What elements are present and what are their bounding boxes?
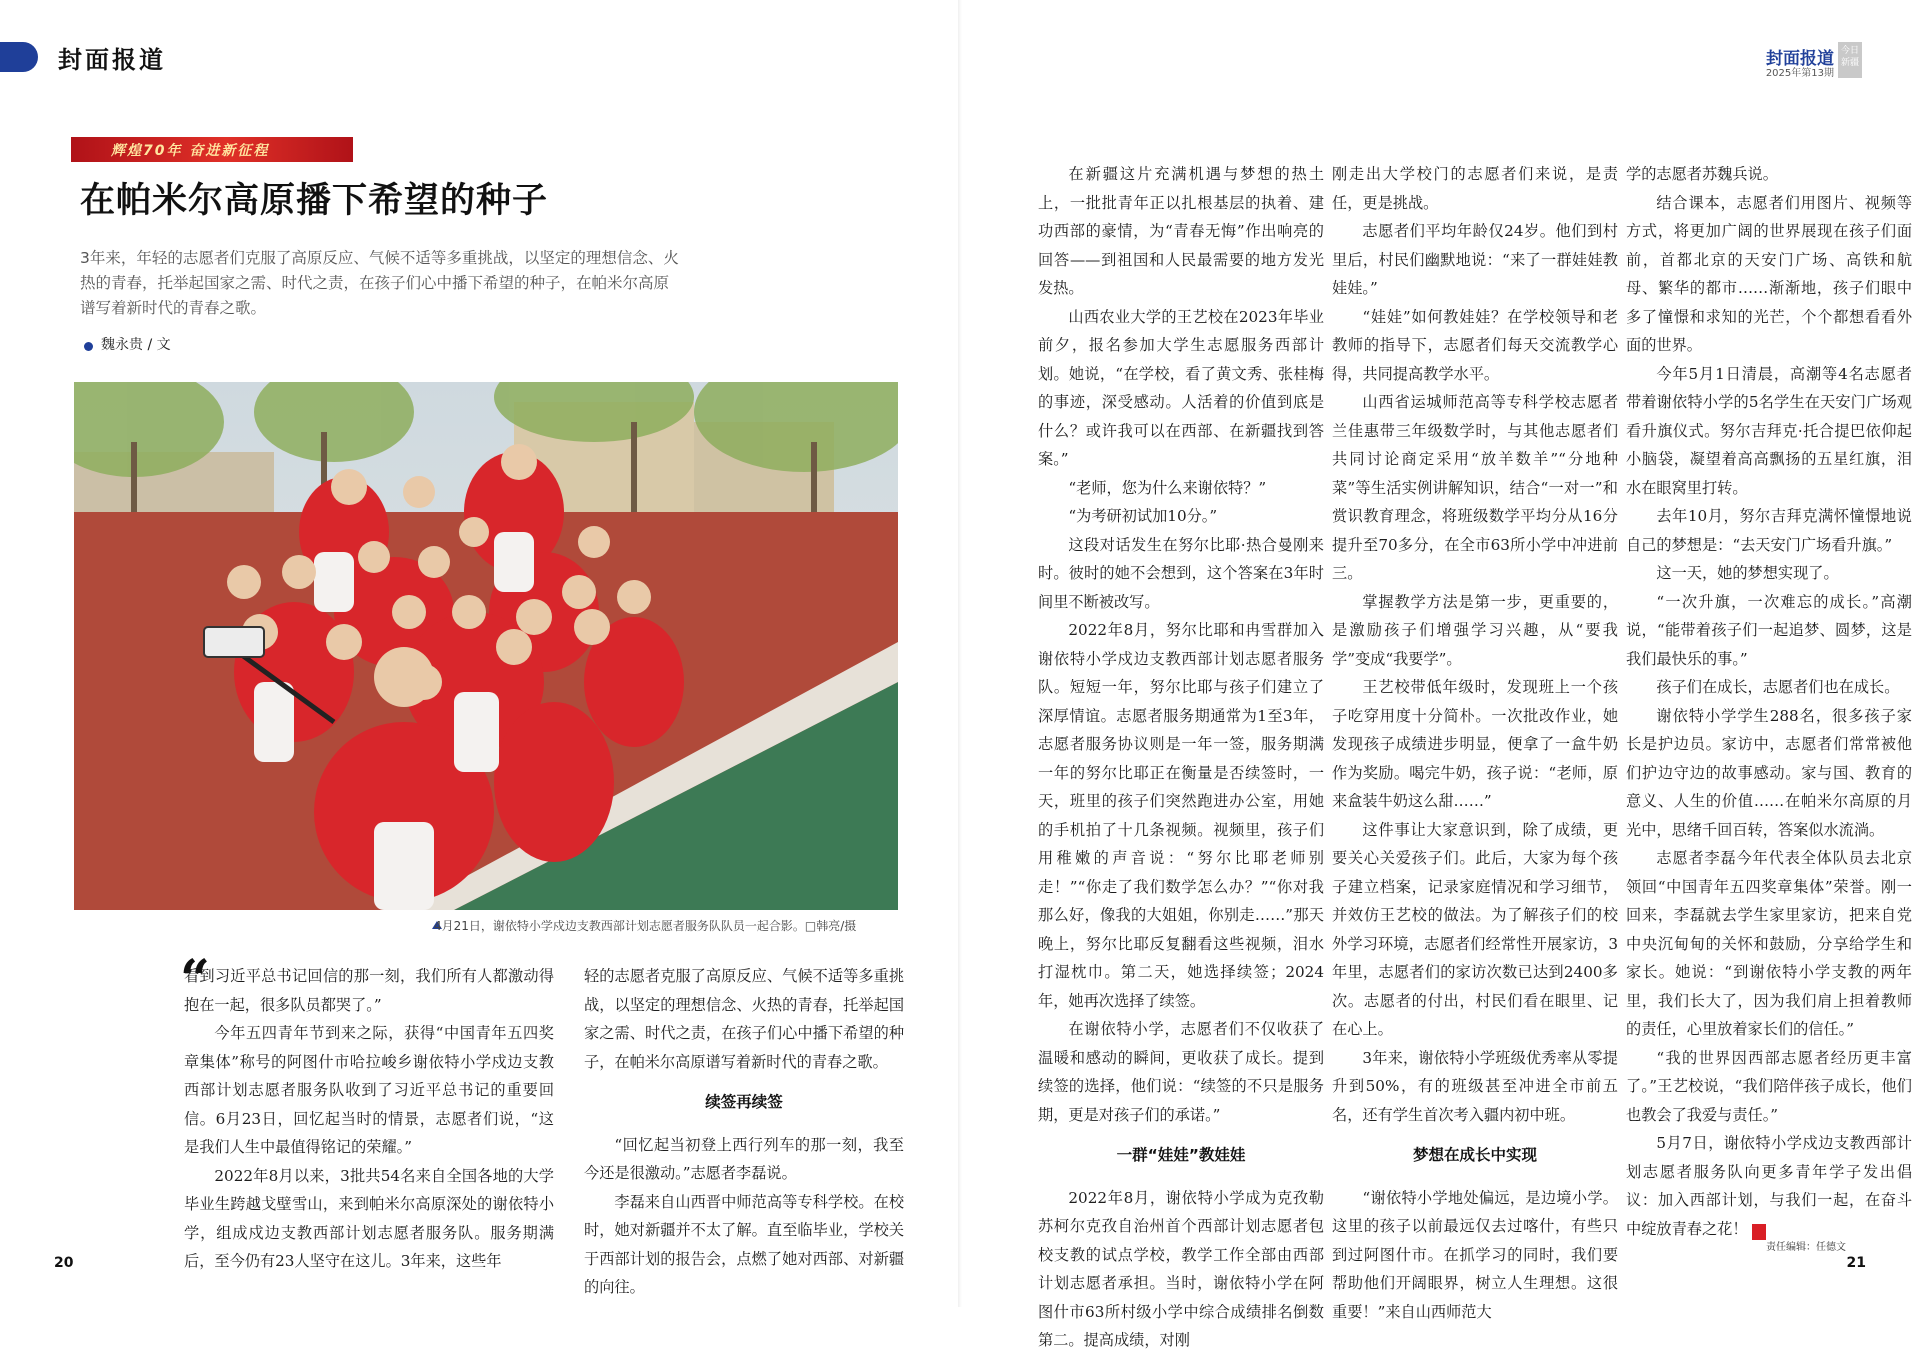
article-column-1 [184, 962, 554, 1276]
paragraph: 今年5月1日清晨，高潮等4名志愿者带着谢依特小学的5名学生在天安门广场观看升旗仪式。努尔吉拜克·托合提巴依仰起小脑袋，凝望着高高飘扬的五星红旗，泪水在眼窝里打转。 [1626, 364, 1912, 497]
paragraph: 看到习近平总书记回信的那一刻，我们所有人都激动得抱在一起，很多队员都哭了。” [184, 967, 554, 1014]
paragraph: 去年10月，努尔吉拜克满怀憧憬地说自己的梦想是：“去天安门广场看升旗。” [1626, 507, 1912, 554]
paragraph: 谢依特小学学生288名，很多孩子家长是护边员。家访中，志愿者们常常被他们护边守边的故事感动。家与国、教育的意义、人生的价值……在帕米尔高原的月光中，思绪千回百转，答案似水流淌。 [1626, 706, 1912, 839]
paragraph: 王艺校带低年级时，发现班上一个孩子吃穿用度十分简朴。一次批改作业，她发现孩子成绩进步明显，便拿了一盒牛奶作为奖励。喝完牛奶，孩子说：“老师，原来盒装牛奶这么甜……” [1332, 678, 1618, 810]
paragraph: “娃娃”如何教娃娃？在学校领导和老教师的指导下，志愿者们每天交流教学心得，共同提高教学水平。 [1332, 307, 1618, 383]
paragraph: 这件事让大家意识到，除了成绩，更要关心关爱孩子们。此后，大家为每个孩子建立档案，记录家庭情况和学习细节，并效仿王艺校的做法。为了解孩子们的校外学习环境，志愿者们经常性开展家访，3年里，志愿者们的家访次数已达到2400多次。志愿者的付出，村民们看在眼里、记在心上。 [1332, 820, 1618, 1038]
paragraph: 5月7日，谢依特小学戍边支教西部计划志愿者服务队向更多青年学子发出倡议：加入西部计划，与我们一起，在奋斗中绽放青春之花！ J [1626, 1134, 1912, 1239]
column-2-text-b [584, 1131, 904, 1302]
paragraph: 在谢依特小学，志愿者们不仅收获了温暖和感动的瞬间，更收获了成长。提到续签的选择，他们说：“续签的不只是服务期，更是对孩子们的承诺。” [1038, 1020, 1324, 1124]
paragraph: “回忆起当初登上西行列车的那一刻，我至今还是很激动。”志愿者李磊说。 [584, 1135, 904, 1182]
paragraph: 志愿者们平均年龄仅24岁。他们到村里后，村民们幽默地说：“来了一群娃娃教娃娃。” [1332, 222, 1618, 297]
section-tab-marker [0, 42, 38, 72]
paragraph: 3年来，谢依特小学班级优秀率从零提升到50%，有的班级甚至冲进全市前五名，还有学生首次考入疆内初中班。 [1332, 1048, 1618, 1124]
paragraph: 学的志愿者苏魏兵说。 [1626, 165, 1778, 183]
paragraph: 轻的志愿者克服了高原反应、气候不适等多重挑战，以坚定的理想信念、火热的青春，托举起国家之需、时代之责，在孩子们心中播下希望的种子，在帕米尔高原谱写着新时代的青春之歌。 [584, 967, 904, 1071]
article-lead: 3年来，年轻的志愿者们克服了高原反应、气候不适等多重挑战，以坚定的理想信念、火热的青春，托举起国家之需、时代之责，在孩子们心中播下希望的种子，在帕米尔高原谱写着新时代的青春之歌。 [80, 249, 679, 317]
paragraph: 山西省运城师范高等专科学校志愿者兰佳惠带三年级数学时，与其他志愿者们共同讨论商定采用“放羊数羊”“分地种菜”等生活实例讲解知识，结合“一对一”和赏识教育理念，将班级数学平均分从16分提升至70多分，在全市63所小学中冲进前三。 [1332, 393, 1618, 582]
paragraph: 2022年8月，努尔比耶和冉雪群加入谢依特小学戍边支教西部计划志愿者服务队。短短一年，努尔比耶与孩子们建立了深厚情谊。志愿者服务期通常为1至3年，志愿者服务协议则是一年一签，服务期满一年的努尔比耶正在衡量是否续签时，一天，班里的孩子们突然跑进办公室，用她的手机拍了十几条视频。视频里，孩子们用稚嫩的声音说：“努尔比耶老师别走！”“你走了我们数学怎么办？”“你对我那么好，像我的大姐姐，你别走……”那天晚上，努尔比耶反复翻看这些视频，泪水打湿枕巾。第二天，她选择续签；2024年，她再次选择了续签。 [1038, 621, 1324, 1010]
paragraph: 孩子们在成长，志愿者们也在成长。 [1656, 678, 1900, 696]
left-page [0, 0, 960, 1307]
paragraph: 掌握教学方法是第一步，更重要的，是激励孩子们增强学习兴趣，从“要我学”变成“我要学”。 [1332, 592, 1618, 668]
quote-mark-icon: “ [180, 949, 210, 1010]
article-column-3 [1038, 160, 1324, 1355]
paragraph: “一次升旗，一次难忘的成长。”高潮说，“能带着孩子们一起追梦、圆梦，这是我们最快乐的事。” [1626, 592, 1912, 668]
paragraph: 这段对话发生在努尔比耶·热合曼刚来时。彼时的她不会想到，这个答案在3年时间里不断被改写。 [1038, 535, 1324, 611]
paragraph: 2022年8月以来，3批共54名来自全国各地的大学毕业生跨越戈壁雪山，来到帕米尔高原深处的谢依特小学，组成戍边支教西部计划志愿者服务队。服务期满后，至今仍有23人坚守在这儿。3年来，这些年 [184, 1166, 554, 1270]
issue-number: 2025年第13期 [1765, 68, 1834, 79]
group-photo [74, 382, 898, 910]
paragraph: 2022年8月，谢依特小学成为克孜勒苏柯尔克孜自治州首个西部计划志愿者包校支教的试点学校，教学工作全部由西部计划志愿者承担。当时，谢依特小学在阿图什市63所村级小学中综合成绩排名倒数第二。提高成绩，对刚 [1038, 1188, 1324, 1349]
banner-text: 辉煌70年 奋进新征程 [111, 143, 270, 159]
page-number-right: 21 [1846, 1255, 1866, 1271]
article-column-4 [1332, 160, 1618, 1326]
subheading-renewal: 续签再续签 [705, 1093, 783, 1111]
article-column-2 [584, 962, 904, 1302]
paragraph: 结合课本，志愿者们用图片、视频等方式，将更加广阔的世界展现在孩子们面前，首都北京的天安门广场、高铁和航母、繁华的都市……渐渐地，孩子们眼中多了憧憬和求知的光芒，个个都想看看外面的世界。 [1626, 193, 1912, 354]
paragraph: 志愿者李磊今年代表全体队员去北京领回“中国青年五四奖章集体”荣誉。刚一回来，李磊就去学生家里家访，把来自党中央沉甸甸的关怀和鼓励，分享给学生和家长。她说：“到谢依特小学支教的两年里，我们长大了，因为我们肩上担着教师的责任，心里放着家长们的信任。” [1626, 849, 1912, 1038]
section-title-left: 封面报道 [58, 46, 166, 74]
article-column-5 [1626, 160, 1912, 1243]
paragraph: 这一天，她的梦想实现了。 [1656, 564, 1839, 582]
paragraph: 今年五四青年节到来之际，获得“中国青年五四奖章集体”称号的阿图什市哈拉峻乡谢依特小学戍边支教西部计划志愿者服务队收到了习近平总书记的重要回信。6月23日，回忆起当时的情景，志愿者们说，“这是我们人生中最值得铭记的荣耀。” [184, 1024, 554, 1156]
right-page [960, 0, 1920, 1349]
responsible-editor: 责任编辑：任德文 [1766, 1242, 1846, 1253]
page-spine [958, 0, 962, 1307]
end-mark-icon: J [1752, 1224, 1766, 1240]
magazine-logo: 今日新疆 [1838, 42, 1862, 78]
author-bullet-icon [84, 342, 93, 351]
paragraph: 在新疆这片充满机遇与梦想的热土上，一批批青年正以扎根基层的执着、建功西部的豪情，为“青春无悔”作出响亮的回答——到祖国和人民最需要的地方发光发热。 [1038, 165, 1324, 297]
subheading-kids-teach-kids: 一群“娃娃”教娃娃 [1116, 1146, 1246, 1164]
paragraph: 李磊来自山西晋中师范高等专科学校。在校时，她对新疆并不太了解。直至临毕业，学校关于西部计划的报告会，点燃了她对西部、对新疆的向往。 [584, 1192, 904, 1296]
anniversary-banner [71, 137, 353, 162]
column-4-text-a [1332, 160, 1618, 1129]
column-4-text-b [1332, 1184, 1618, 1327]
column-3-text-b [1038, 1184, 1324, 1355]
article-title: 在帕米尔高原播下希望的种子 [80, 181, 549, 221]
paragraph: 刚走出大学校门的志愿者们来说，是责任，更是挑战。 [1332, 165, 1618, 212]
section-title-right: 封面报道 [1766, 49, 1834, 69]
paragraph: “老师，您为什么来谢依特？” [1068, 478, 1267, 497]
group-photo-illustration [74, 382, 898, 910]
article-author: 魏永贵 / 文 [101, 337, 171, 353]
photo-caption: 4月21日，谢依特小学戍边支教西部计划志愿者服务队队员一起合影。□韩亮/摄 [434, 919, 857, 933]
subheading-dreams: 梦想在成长中实现 [1412, 1146, 1537, 1164]
column-2-text-a [584, 962, 904, 1076]
page-number-left: 20 [54, 1255, 74, 1271]
column-3-text-a [1038, 160, 1324, 1129]
paragraph: “我的世界因西部志愿者经历更丰富了。”王艺校说，“我们陪伴孩子成长，他们也教会了我爱与责任。” [1626, 1048, 1912, 1124]
paragraph: 山西农业大学的王艺校在2023年毕业前夕，报名参加大学生志愿服务西部计划。她说，“在学校，看了黄文秀、张桂梅的事迹，深受感动。人活着的价值到底是什么？或许我可以在西部、在新疆找到答案。” [1038, 307, 1324, 468]
paragraph: “谢依特小学地处偏远，是边境小学。这里的孩子以前最远仅去过喀什，有些只到过阿图什市。在抓学习的同时，我们要帮助他们开阔眼界，树立人生理想。这很重要！”来自山西师范大 [1332, 1188, 1618, 1321]
paragraph: “为考研初试加10分。” [1068, 507, 1218, 525]
